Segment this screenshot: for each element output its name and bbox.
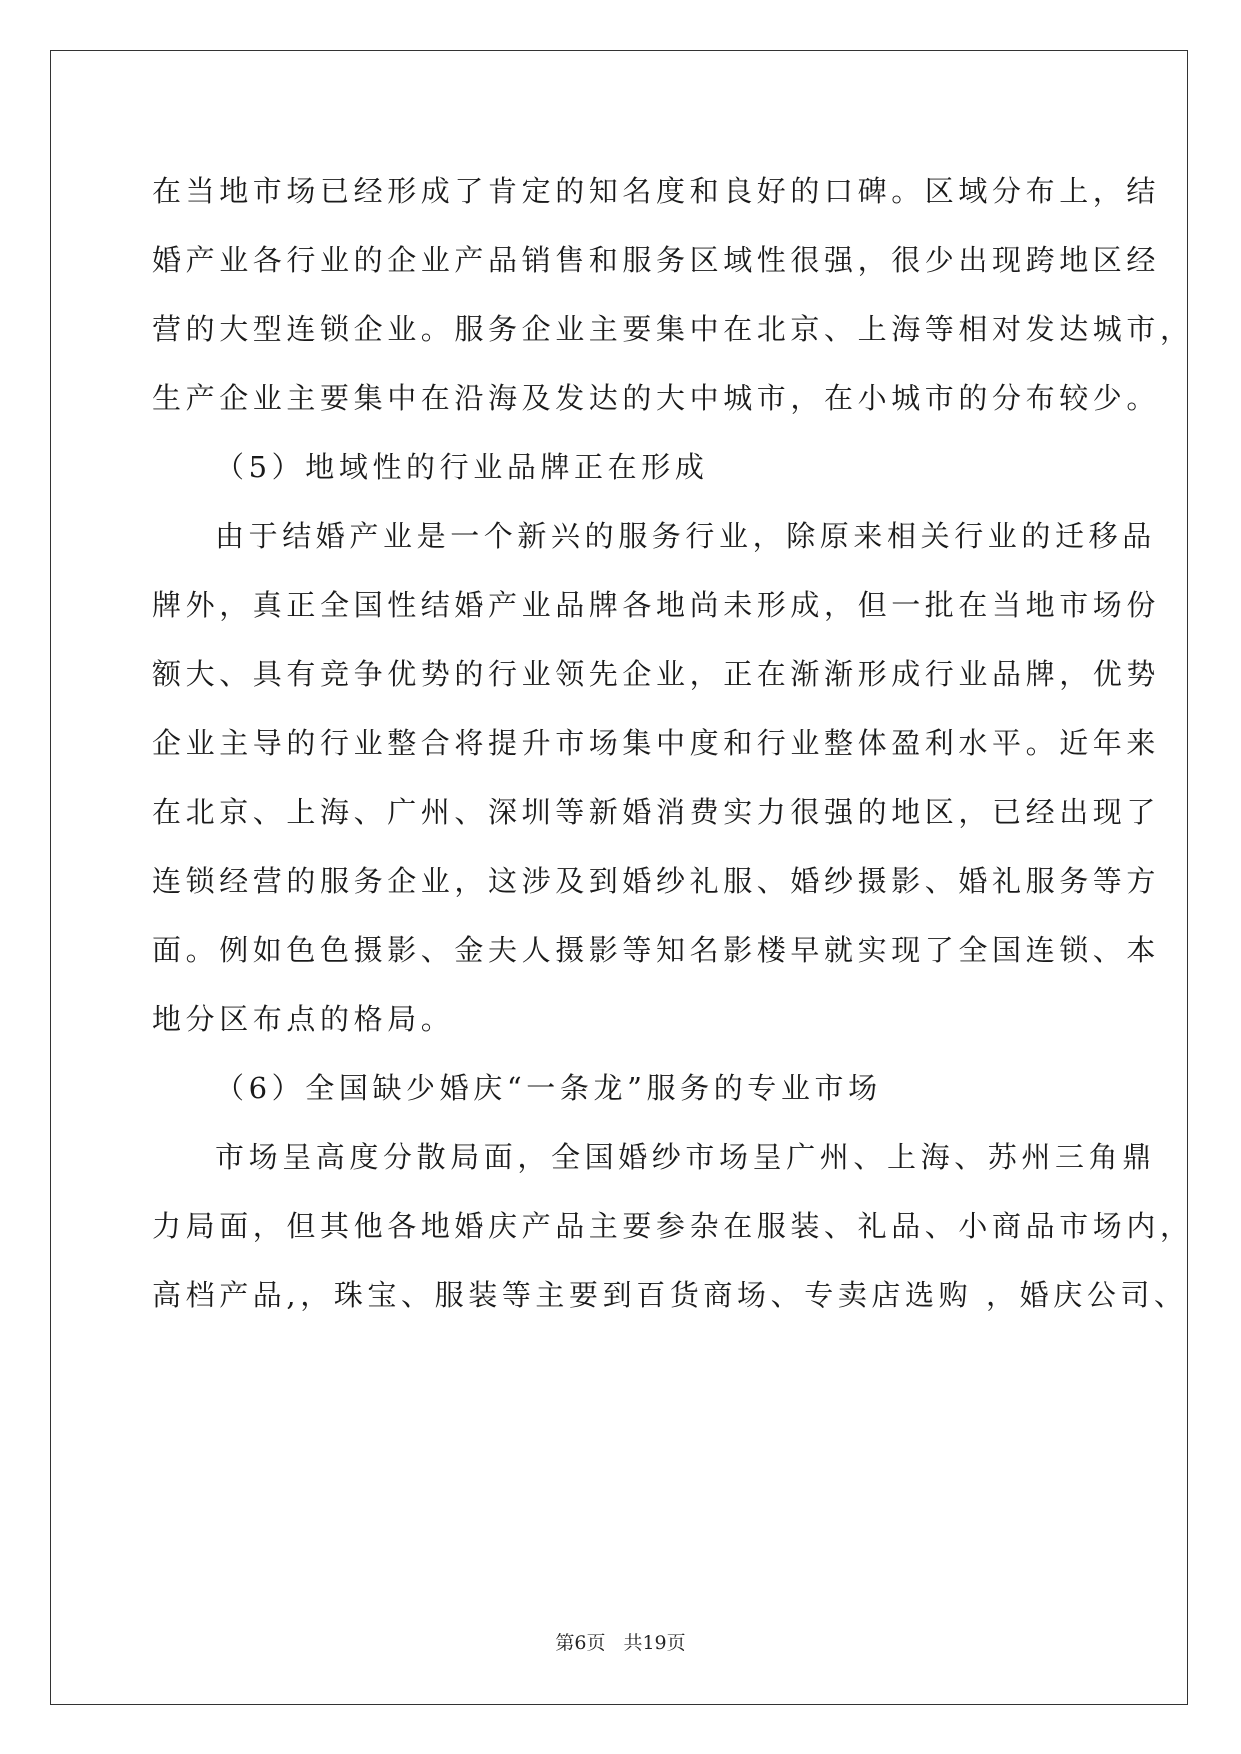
text-line-4: 生产企业主要集中在沿海及发达的大中城市，在小城市的分布较少。 — [152, 381, 1161, 415]
text-line-12: 面。例如色色摄影、金夫人摄影等知名影楼早就实现了全国连锁、本 — [152, 933, 1161, 967]
text-line-13: 地分区布点的格局。 — [152, 1002, 455, 1036]
text-line-17: 高档产品,，珠宝、服装等主要到百货商场、专卖店选购 ，婚庆公司、 — [152, 1278, 1188, 1312]
section-heading-6: （6）全国缺少婚庆“一条龙”服务的专业市场 — [215, 1071, 882, 1105]
text-line-11: 连锁经营的服务企业，这涉及到婚纱礼服、婚纱摄影、婚礼服务等方 — [152, 864, 1161, 898]
text-line-6: 由于结婚产业是一个新兴的服务行业，除原来相关行业的迁移品 — [215, 519, 1156, 553]
text-line-1: 在当地市场已经形成了肯定的知名度和良好的口碑。区域分布上，结 — [152, 174, 1161, 208]
text-line-3: 营的大型连锁企业。服务企业主要集中在北京、上海等相对发达城市， — [152, 312, 1194, 346]
total-pages: 共19页 — [623, 1632, 686, 1654]
text-line-10: 在北京、上海、广州、深圳等新婚消费实力很强的地区，已经出现了 — [152, 795, 1161, 829]
text-line-7: 牌外，真正全国性结婚产业品牌各地尚未形成，但一批在当地市场份 — [152, 588, 1161, 622]
text-line-2: 婚产业各行业的企业产品销售和服务区域性很强，很少出现跨地区经 — [152, 243, 1161, 277]
page-footer — [0, 1628, 1241, 1655]
page-number: 第6页 — [555, 1632, 606, 1654]
text-line-16: 力局面，但其他各地婚庆产品主要参杂在服装、礼品、小商品市场内， — [152, 1209, 1194, 1243]
text-line-15: 市场呈高度分散局面，全国婚纱市场呈广州、上海、苏州三角鼎 — [215, 1140, 1156, 1174]
text-line-9: 企业主导的行业整合将提升市场集中度和行业整体盈利水平。近年来 — [152, 726, 1161, 760]
section-heading-5: （5）地域性的行业品牌正在形成 — [215, 450, 709, 484]
document-body — [152, 168, 1194, 1341]
text-line-8: 额大、具有竞争优势的行业领先企业，正在渐渐形成行业品牌，优势 — [152, 657, 1161, 691]
